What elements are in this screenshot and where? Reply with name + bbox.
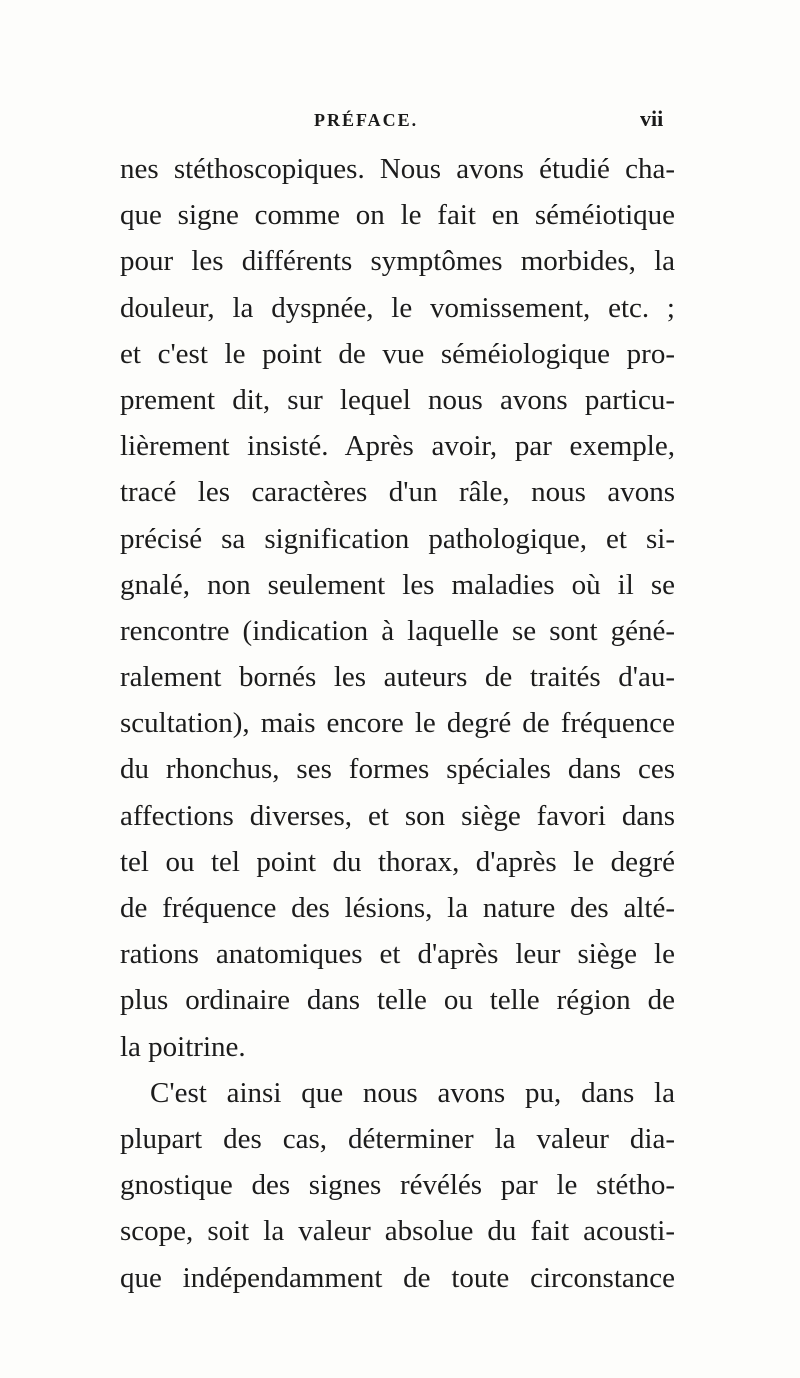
- page-number: vii: [640, 106, 664, 131]
- text-line: lièrement insisté. Après avoir, par exemple,: [120, 430, 675, 463]
- text-line: rations anatomiques et d'après leur siège le: [120, 938, 675, 971]
- running-title: PRÉFACE.: [314, 110, 419, 130]
- running-head: [0, 106, 800, 140]
- text-line: tel ou tel point du thorax, d'après le degré: [120, 845, 675, 878]
- text-line: de fréquence des lésions, la nature des alté-: [120, 892, 675, 924]
- text-line: gnostique des signes révélés par le stétho-: [120, 1169, 675, 1202]
- text-line: C'est ainsi que nous avons pu, dans la: [150, 1076, 675, 1109]
- text-line: pour les différents symptômes morbides, la: [120, 245, 675, 278]
- text-line: plus ordinaire dans telle ou telle région de: [120, 984, 675, 1017]
- text-line: tracé les caractères d'un râle, nous avons: [120, 476, 675, 509]
- text-line: du rhonchus, ses formes spéciales dans ces: [120, 753, 675, 786]
- body-text: [120, 146, 675, 1301]
- text-line: nes stéthoscopiques. Nous avons étudié cha-: [120, 153, 675, 185]
- text-line: que indépendamment de toute circonstance: [120, 1261, 675, 1294]
- text-line: affections diverses, et son siège favori dans: [120, 799, 675, 832]
- text-line: précisé sa signification pathologique, et si-: [120, 522, 675, 555]
- text-line: que signe comme on le fait en séméiotique: [120, 199, 675, 232]
- text-line: gnalé, non seulement les maladies où il se: [120, 568, 675, 601]
- text-line: plupart des cas, déterminer la valeur dia-: [120, 1122, 675, 1155]
- text-line: rencontre (indication à laquelle se sont géné-: [120, 614, 675, 647]
- text-line: la poitrine.: [120, 1030, 246, 1063]
- text-line: scope, soit la valeur absolue du fait acousti-: [120, 1215, 675, 1248]
- text-line: douleur, la dyspnée, le vomissement, etc. ;: [120, 291, 675, 324]
- text-line: et c'est le point de vue séméiologique pro-: [120, 337, 675, 370]
- text-line: prement dit, sur lequel nous avons particu-: [120, 383, 675, 416]
- text-line: ralement bornés les auteurs de traités d'au-: [120, 661, 675, 694]
- text-line: scultation), mais encore le degré de fréquence: [120, 707, 675, 740]
